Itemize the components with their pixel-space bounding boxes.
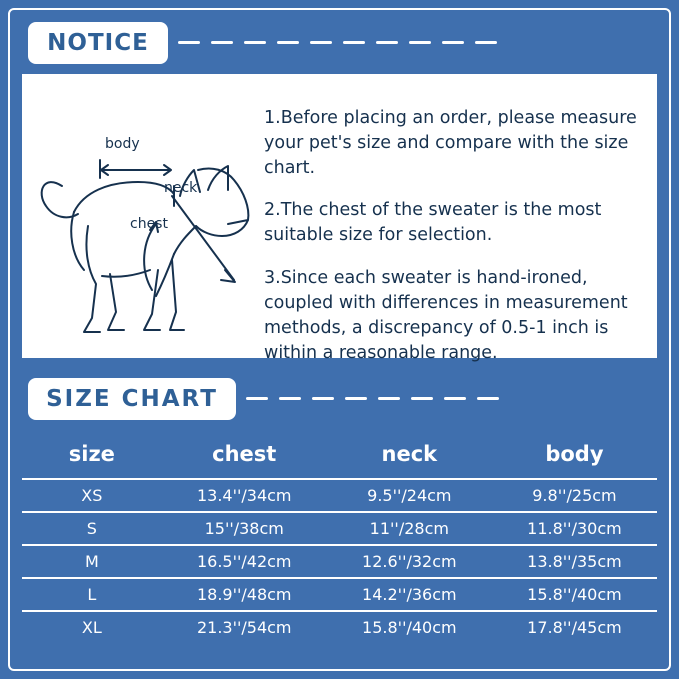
cell-body: 15.8''/40cm bbox=[492, 578, 657, 611]
notice-line-1: 1.Before placing an order, please measure your pet's size and compare with the size chart. bbox=[264, 107, 637, 178]
cell-chest: 21.3''/54cm bbox=[196, 618, 292, 637]
notice-text-block bbox=[260, 74, 657, 363]
table-row bbox=[22, 545, 657, 578]
size-chart-section-title: SIZE CHART bbox=[28, 378, 236, 420]
cell-body: 9.8''/25cm bbox=[492, 479, 657, 512]
notice-line-3: 3.Since each sweater is hand-ironed, coupled with differences in measurement methods, a discrepancy of 0.5-1 inch is within a reasonable range. bbox=[264, 267, 628, 363]
cell-chest: 18.9''/48cm bbox=[162, 578, 327, 611]
cell-chest: 15''/38cm bbox=[162, 512, 327, 545]
dog-measurement-diagram bbox=[22, 74, 260, 358]
cell-size: XS bbox=[22, 479, 162, 512]
column-header-chest: chest bbox=[162, 432, 327, 479]
table-row bbox=[22, 611, 657, 643]
column-header-neck: neck bbox=[327, 432, 492, 479]
table-row bbox=[22, 512, 657, 545]
cell-neck: 14.2''/36cm bbox=[327, 578, 492, 611]
cell-body: 13.8''/35cm bbox=[492, 545, 657, 578]
cell-neck: 11''/28cm bbox=[327, 512, 492, 545]
cell-body: 11.8''/30cm bbox=[492, 512, 657, 545]
cell-neck: 15.8''/40cm bbox=[362, 618, 457, 637]
diagram-label-body: body bbox=[105, 136, 140, 152]
notice-section-title: NOTICE bbox=[28, 22, 168, 64]
size-chart-table bbox=[22, 432, 657, 643]
cell-size: XL bbox=[81, 618, 102, 637]
cell-neck: 12.6''/32cm bbox=[327, 545, 492, 578]
column-header-body: body bbox=[492, 432, 657, 479]
notice-card bbox=[22, 74, 657, 363]
notice-line-2: 2.The chest of the sweater is the most suitable size for selection. bbox=[264, 200, 602, 245]
notice-dash-decoration bbox=[178, 41, 497, 44]
cell-size: S bbox=[22, 512, 162, 545]
table-row bbox=[22, 578, 657, 611]
size-chart-dash-decoration bbox=[246, 397, 499, 400]
size-chart-table-wrapper bbox=[22, 432, 657, 654]
cell-chest: 13.4''/34cm bbox=[162, 479, 327, 512]
diagram-label-chest: chest bbox=[130, 216, 168, 232]
cell-chest: 16.5''/42cm bbox=[162, 545, 327, 578]
table-row bbox=[22, 479, 657, 512]
diagram-label-neck: neck bbox=[164, 180, 198, 196]
cell-size: L bbox=[22, 578, 162, 611]
cell-size: M bbox=[22, 545, 162, 578]
column-header-size: size bbox=[22, 432, 162, 479]
cell-body: 17.8''/45cm bbox=[527, 618, 622, 637]
table-header-row bbox=[22, 432, 657, 479]
cell-neck: 9.5''/24cm bbox=[327, 479, 492, 512]
